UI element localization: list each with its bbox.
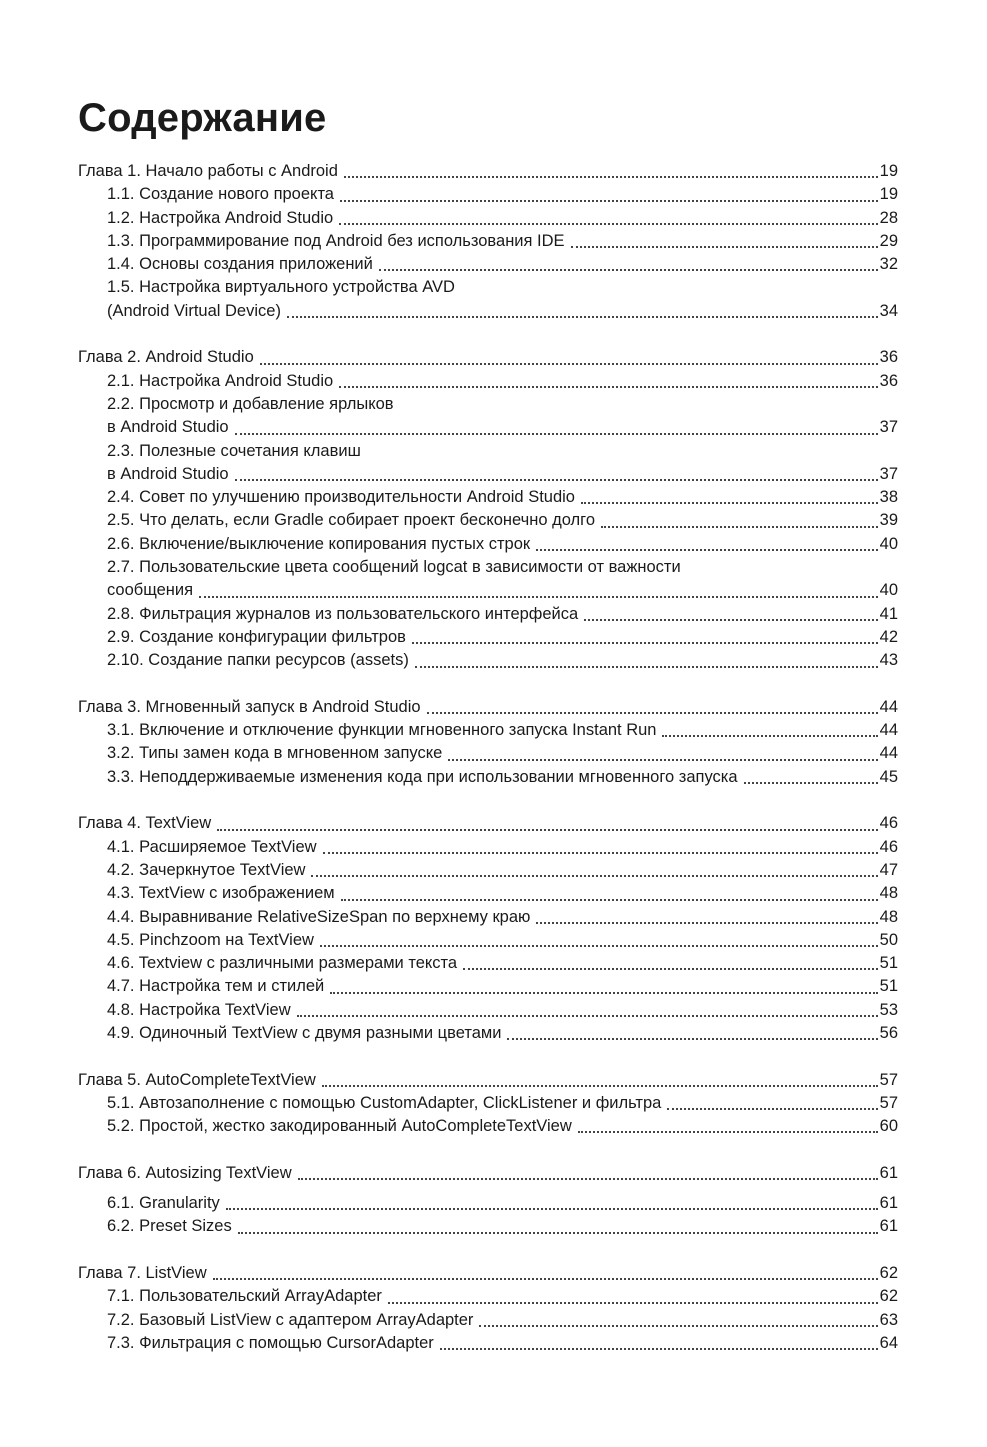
entry-title: Глава 1. Начало работы с Android xyxy=(78,162,338,180)
page-number: 63 xyxy=(879,1310,898,1329)
entry-title: 2.8. Фильтрация журналов из пользовательского интерфейса xyxy=(107,604,579,623)
section-entry xyxy=(78,742,898,765)
section-entry xyxy=(78,533,898,556)
dot-leader xyxy=(340,200,878,202)
entry-title: 5.1. Автозаполнение с помощью CustomAdapter, ClickListener и фильтра xyxy=(107,1093,662,1112)
entry-title: Глава 3. Мгновенный запуск в Android Studio xyxy=(78,697,421,716)
chapter-block xyxy=(78,812,898,1045)
page-title: Содержание xyxy=(78,96,327,140)
dot-leader xyxy=(662,735,877,737)
entry-title: в Android Studio xyxy=(107,464,229,483)
section-entry xyxy=(78,1022,898,1045)
chapter-block xyxy=(78,1069,898,1139)
entry-title: 2.5. Что делать, если Gradle собирает проект бесконечно долго xyxy=(107,511,596,530)
page-number: 57 xyxy=(879,1093,898,1112)
dot-leader xyxy=(536,549,878,551)
section-entry-line xyxy=(78,276,898,299)
dot-leader xyxy=(297,1015,878,1017)
chapter-entry xyxy=(78,812,898,835)
entry-title: 2.6. Включение/выключение копирования пустых строк xyxy=(107,534,531,553)
entry-title: Глава 2. Android Studio xyxy=(78,348,254,367)
page-number: 44 xyxy=(879,721,898,740)
chapter-block xyxy=(78,1262,898,1355)
dot-leader xyxy=(298,1178,878,1180)
chapter-block xyxy=(78,160,898,323)
page-number: 45 xyxy=(879,767,898,786)
section-entry xyxy=(78,906,898,929)
chapter-entry xyxy=(78,160,898,183)
entry-title: 6.1. Granularity xyxy=(107,1194,220,1213)
entry-title: 4.5. Pinchzoom на TextView xyxy=(107,930,314,949)
chapter-block xyxy=(78,346,898,672)
dot-leader xyxy=(344,176,878,178)
dot-leader xyxy=(581,502,878,504)
entry-title: 6.2. Preset Sizes xyxy=(107,1217,232,1236)
entry-title: 3.3. Неподдерживаемые изменения кода при использовании мгновенного запуска xyxy=(107,767,738,786)
page-number: 34 xyxy=(879,301,898,320)
page-number: 42 xyxy=(879,627,898,646)
chapter-entry xyxy=(78,1069,898,1092)
entry-title: в Android Studio xyxy=(107,418,229,437)
page-number: 36 xyxy=(879,371,898,390)
dot-leader xyxy=(199,596,878,598)
page-number: 61 xyxy=(879,1194,898,1213)
dot-leader xyxy=(311,875,877,877)
page-number: 47 xyxy=(879,860,898,879)
dot-leader xyxy=(584,619,877,621)
page-number: 51 xyxy=(879,954,898,973)
page-number: 62 xyxy=(879,1287,898,1306)
section-entry xyxy=(78,649,898,672)
entry-title: 4.4. Выравнивание RelativeSizeSpan по верхнему краю xyxy=(107,907,531,926)
entry-title: 5.2. Простой, жестко закодированный AutoCompleteTextView xyxy=(107,1117,572,1136)
dot-leader xyxy=(322,1085,878,1087)
dot-leader xyxy=(479,1325,877,1327)
entry-title: 2.4. Совет по улучшению производительности Android Studio xyxy=(107,488,575,507)
entry-title: 4.9. Одиночный TextView с двумя разными цветами xyxy=(107,1023,502,1042)
dot-leader xyxy=(213,1278,878,1280)
entry-title: 4.6. Textview с различными размерами текста xyxy=(107,954,458,973)
section-entry xyxy=(78,1285,898,1308)
section-entry xyxy=(78,719,898,742)
dot-leader xyxy=(388,1302,878,1304)
section-entry xyxy=(78,579,898,602)
section-entry xyxy=(78,1332,898,1355)
dot-leader xyxy=(536,922,877,924)
entry-title: 4.3. TextView с изображением xyxy=(107,884,335,903)
page-number: 64 xyxy=(879,1333,898,1352)
dot-leader xyxy=(226,1208,878,1210)
dot-leader xyxy=(320,945,878,947)
page-number: 39 xyxy=(879,511,898,530)
entry-title: сообщения xyxy=(107,581,194,600)
section-entry xyxy=(78,1309,898,1332)
entry-title: 4.8. Настройка TextView xyxy=(107,1000,291,1019)
dot-leader xyxy=(217,829,877,831)
section-entry xyxy=(78,603,898,626)
page-number: 40 xyxy=(879,581,898,600)
chapter-entry xyxy=(78,1262,898,1285)
entry-title: 1.1. Создание нового проекта xyxy=(107,185,334,204)
page-number: 19 xyxy=(879,162,898,180)
dot-leader xyxy=(238,1232,878,1234)
dot-leader xyxy=(287,316,878,318)
page-number: 57 xyxy=(879,1070,898,1089)
dot-leader xyxy=(330,992,877,994)
dot-leader xyxy=(323,852,878,854)
page-number: 32 xyxy=(879,255,898,274)
entry-title: 7.2. Базовый ListView с адаптером ArrayAdapter xyxy=(107,1310,474,1329)
dot-leader xyxy=(379,269,878,271)
section-entry xyxy=(78,416,898,439)
entry-title: 4.1. Расширяемое TextView xyxy=(107,837,317,856)
entry-title: 4.7. Настройка тем и стилей xyxy=(107,977,325,996)
dot-leader xyxy=(744,782,878,784)
page-number: 41 xyxy=(879,604,898,623)
chapter-entry xyxy=(78,1162,898,1185)
section-entry xyxy=(78,952,898,975)
entry-title: 2.7. Пользовательские цвета сообщений logcat в зависимости от важности xyxy=(107,558,681,577)
dot-leader xyxy=(448,759,877,761)
dot-leader xyxy=(415,666,878,668)
chapter-entry xyxy=(78,346,898,369)
dot-leader xyxy=(260,363,878,365)
page-number: 56 xyxy=(879,1023,898,1042)
page-number: 38 xyxy=(879,488,898,507)
dot-leader xyxy=(440,1348,878,1350)
section-entry xyxy=(78,509,898,532)
entry-title: 2.10. Создание папки ресурсов (assets) xyxy=(107,651,409,670)
dot-leader xyxy=(463,968,878,970)
entry-title: 1.3. Программирование под Android без использования IDE xyxy=(107,231,565,250)
dot-leader xyxy=(339,386,877,388)
page-number: 37 xyxy=(879,418,898,437)
page-number: 50 xyxy=(879,930,898,949)
page-number: 19 xyxy=(879,185,898,204)
section-entry xyxy=(78,207,898,230)
section-entry xyxy=(78,859,898,882)
section-entry xyxy=(78,370,898,393)
entry-title: 3.1. Включение и отключение функции мгновенного запуска Instant Run xyxy=(107,721,657,740)
entry-title: Глава 5. AutoCompleteTextView xyxy=(78,1070,316,1089)
page-number: 48 xyxy=(879,907,898,926)
section-entry-line xyxy=(78,556,898,579)
entry-title: Глава 4. TextView xyxy=(78,814,212,833)
page-number: 37 xyxy=(879,464,898,483)
section-entry xyxy=(78,300,898,323)
entry-title: Глава 6. Autosizing TextView xyxy=(78,1163,292,1182)
entry-title: 2.2. Просмотр и добавление ярлыков xyxy=(107,394,394,413)
chapter-block xyxy=(78,696,898,789)
dot-leader xyxy=(235,479,878,481)
section-entry xyxy=(78,1192,898,1215)
dot-leader xyxy=(339,223,877,225)
section-entry xyxy=(78,486,898,509)
section-entry xyxy=(78,882,898,905)
entry-title: 3.2. Типы замен кода в мгновенном запуске xyxy=(107,744,443,763)
page-number: 28 xyxy=(879,208,898,227)
dot-leader xyxy=(412,642,878,644)
section-entry xyxy=(78,183,898,206)
page-number: 51 xyxy=(879,977,898,996)
section-entry xyxy=(78,766,898,789)
entry-title: Глава 7. ListView xyxy=(78,1263,207,1282)
page-number: 44 xyxy=(879,697,898,716)
dot-leader xyxy=(341,899,878,901)
page-number: 62 xyxy=(879,1263,898,1282)
entry-title: 4.2. Зачеркнутое TextView xyxy=(107,860,306,879)
section-entry xyxy=(78,1215,898,1238)
section-entry xyxy=(78,975,898,998)
dot-leader xyxy=(507,1038,877,1040)
entry-title: 1.2. Настройка Android Studio xyxy=(107,208,334,227)
section-entry xyxy=(78,253,898,276)
page-number: 61 xyxy=(879,1163,898,1182)
dot-leader xyxy=(571,246,878,248)
page-number: 44 xyxy=(879,744,898,763)
entry-title: (Android Virtual Device) xyxy=(107,301,281,320)
section-entry-line xyxy=(78,393,898,416)
section-entry-line xyxy=(78,440,898,463)
section-entry xyxy=(78,836,898,859)
page-number: 43 xyxy=(879,651,898,670)
section-entry xyxy=(78,230,898,253)
entry-title: 2.3. Полезные сочетания клавиш xyxy=(107,441,361,460)
section-entry xyxy=(78,1115,898,1138)
section-entry xyxy=(78,929,898,952)
section-entry xyxy=(78,999,898,1022)
page-number: 53 xyxy=(879,1000,898,1019)
table-of-contents xyxy=(78,160,898,1378)
page-number: 29 xyxy=(879,231,898,250)
page-number: 46 xyxy=(879,814,898,833)
page-number: 60 xyxy=(879,1117,898,1136)
entry-title: 1.5. Настройка виртуального устройства AVD xyxy=(107,278,455,297)
chapter-entry xyxy=(78,696,898,719)
dot-leader xyxy=(578,1131,878,1133)
entry-title: 2.1. Настройка Android Studio xyxy=(107,371,334,390)
page-number: 61 xyxy=(879,1217,898,1236)
page-number: 48 xyxy=(879,884,898,903)
dot-leader xyxy=(427,712,878,714)
entry-title: 7.1. Пользовательский ArrayAdapter xyxy=(107,1287,382,1306)
dot-leader xyxy=(235,433,878,435)
section-entry xyxy=(78,626,898,649)
dot-leader xyxy=(667,1108,877,1110)
entry-title: 7.3. Фильтрация с помощью CursorAdapter xyxy=(107,1333,434,1352)
page-number: 36 xyxy=(879,348,898,367)
section-entry xyxy=(78,463,898,486)
section-entry xyxy=(78,1092,898,1115)
entry-title: 2.9. Создание конфигурации фильтров xyxy=(107,627,406,646)
chapter-block xyxy=(78,1162,898,1239)
page-number: 46 xyxy=(879,837,898,856)
page-number: 40 xyxy=(879,534,898,553)
entry-title: 1.4. Основы создания приложений xyxy=(107,255,373,274)
dot-leader xyxy=(601,526,878,528)
